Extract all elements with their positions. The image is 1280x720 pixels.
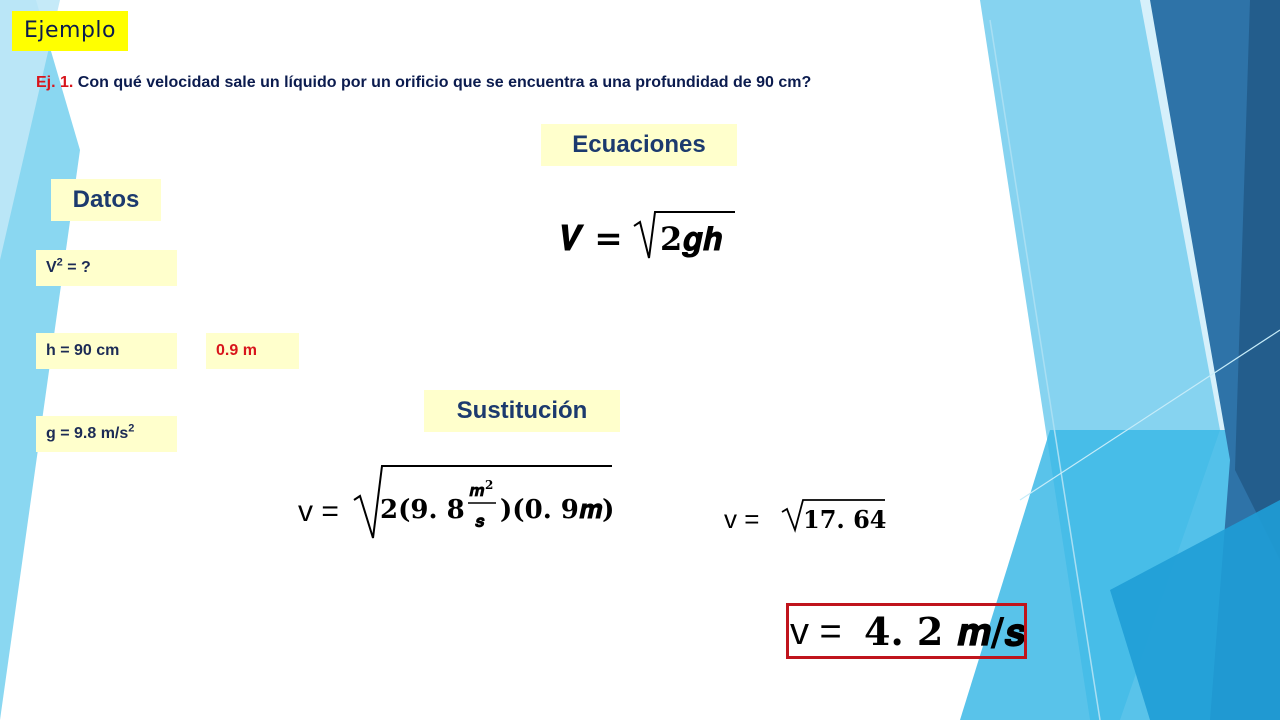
equation-radicand: 𝟐𝒈𝒉 (660, 220, 722, 258)
result-lhs: v = (790, 611, 842, 653)
intermediate-lhs: v = (724, 504, 760, 534)
fraction-numerator: 𝒎 (469, 481, 485, 501)
fraction-numerator-exponent: 𝟐 (485, 478, 494, 492)
problem-number: Ej. 1. (36, 74, 74, 91)
velocity-unknown: = ? (62, 259, 91, 276)
main-equation (561, 212, 735, 259)
velocity-symbol: V (46, 259, 57, 276)
datum-depth-converted: 0.9 m (206, 333, 299, 369)
intermediate-radicand: 𝟏𝟕. 𝟔𝟒 (803, 505, 887, 534)
equation-lhs: 𝑽 = (561, 219, 623, 259)
substitution-radicand-a: 𝟐(𝟗. 𝟖 (380, 495, 465, 525)
intermediate-equation (724, 500, 887, 534)
velocity-exponent: 2 (56, 256, 63, 269)
example-tag: Ejemplo (12, 11, 128, 51)
data-label: Datos (51, 179, 161, 221)
equations-label: Ecuaciones (541, 124, 737, 166)
substitution-equation (298, 466, 614, 538)
gravity-value: g = 9.8 m/s (46, 425, 129, 442)
result-highlight-box (786, 603, 1027, 659)
substitution-radicand-b: )(𝟎. 𝟗𝒎) (500, 495, 615, 525)
gravity-exponent: 2 (128, 422, 135, 435)
substitution-label: Sustitución (424, 390, 620, 432)
substitution-lhs: v = (298, 495, 339, 528)
fraction-denominator: 𝒔 (475, 512, 485, 532)
problem-text: Con qué velocidad sale un líquido por un orificio que se encuentra a una profundidad de 90 cm? (73, 74, 812, 91)
result-value: 𝟒. 𝟐 𝒎/𝒔 (864, 609, 1026, 654)
datum-depth: h = 90 cm (36, 333, 177, 369)
